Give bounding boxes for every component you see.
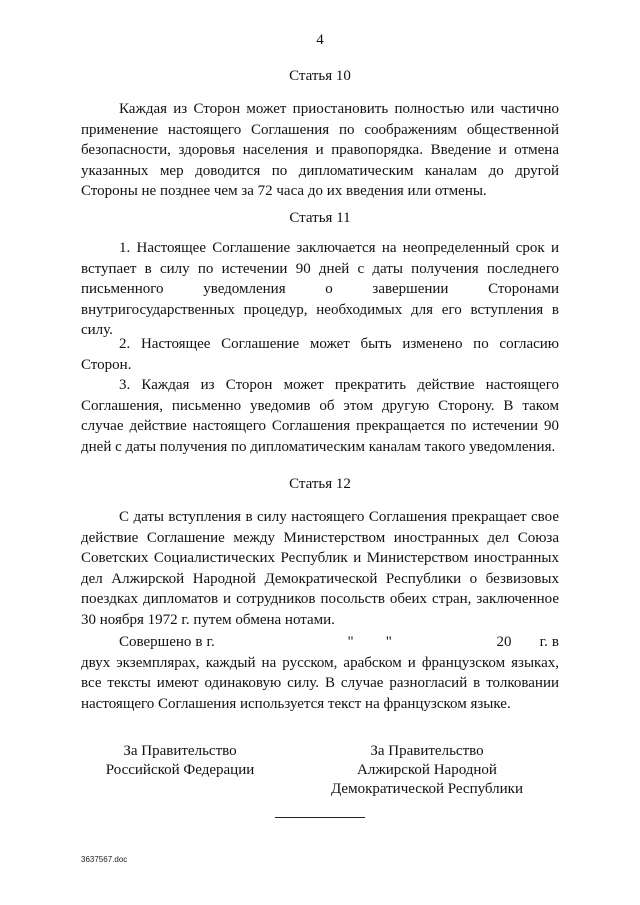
signature-russia-line-1: За Правительство bbox=[123, 743, 237, 759]
signature-russia-line-2: Российской Федерации bbox=[105, 762, 255, 778]
article-11-item-1: 1. Настоящее Соглашение заключается на неопределенный срок и вступает в силу по истечении 90 дней с даты получения последнего письменного уведомления о завершении Сторонами внутригосударственных процедур, необходимых для его вступления в силу. bbox=[81, 240, 559, 338]
closing-paragraph: Совершено в г. " " 20 г. в двух экземплярах, каждый на русском, арабском и французском языках, все тексты имеют одинаковую силу. В случае разногласий в толковании настоящего Соглашения используется текст на французском языке. bbox=[81, 634, 563, 712]
article-12-text: С даты вступления в силу настоящего Соглашения прекращает свое действие Соглашение между Министерством иностранных дел Союза Советских Социалистических Республик и Министерством иностранных дел Алжирской Народной Демократической Республики о безвизовых поездках дипломатов и сотрудников посольств обеих стран, заключенное 30 ноября 1972 г. путем обмена нотами. bbox=[81, 509, 559, 628]
divider-line bbox=[275, 817, 365, 818]
signature-russia bbox=[90, 742, 270, 780]
article-10-title: Статья 10 bbox=[289, 68, 351, 84]
page-number: 4 bbox=[316, 32, 324, 48]
signature-algeria-line-1: За Правительство bbox=[370, 743, 484, 759]
signature-algeria-line-3: Демократической Республики bbox=[331, 781, 523, 797]
signature-algeria-line-2: Алжирской Народной bbox=[357, 762, 497, 778]
document-filename: 3637567.doc bbox=[81, 855, 128, 864]
article-12-title: Статья 12 bbox=[289, 476, 351, 492]
article-11-item-3: 3. Каждая из Сторон может прекратить действие настоящего Соглашения, письменно уведомив об этом другую Сторону. В таком случае действие настоящего Соглашения прекращается по истечении 90 дней с даты получения по дипломатическим каналам такого уведомления. bbox=[81, 377, 559, 455]
signature-algeria bbox=[322, 742, 532, 799]
article-11-title: Статья 11 bbox=[289, 210, 351, 226]
article-10-text: Каждая из Сторон может приостановить полностью или частично применение настоящего Соглашения по соображениям общественной безопасности, здоровья населения и правопорядка. Введение и отмена указанных мер доводится по дипломатическим каналам до другой Стороны не позднее чем за 72 часа до их введения или отмены. bbox=[81, 101, 559, 199]
article-11-item-2: 2. Настоящее Соглашение может быть изменено по согласию Сторон. bbox=[81, 336, 559, 373]
